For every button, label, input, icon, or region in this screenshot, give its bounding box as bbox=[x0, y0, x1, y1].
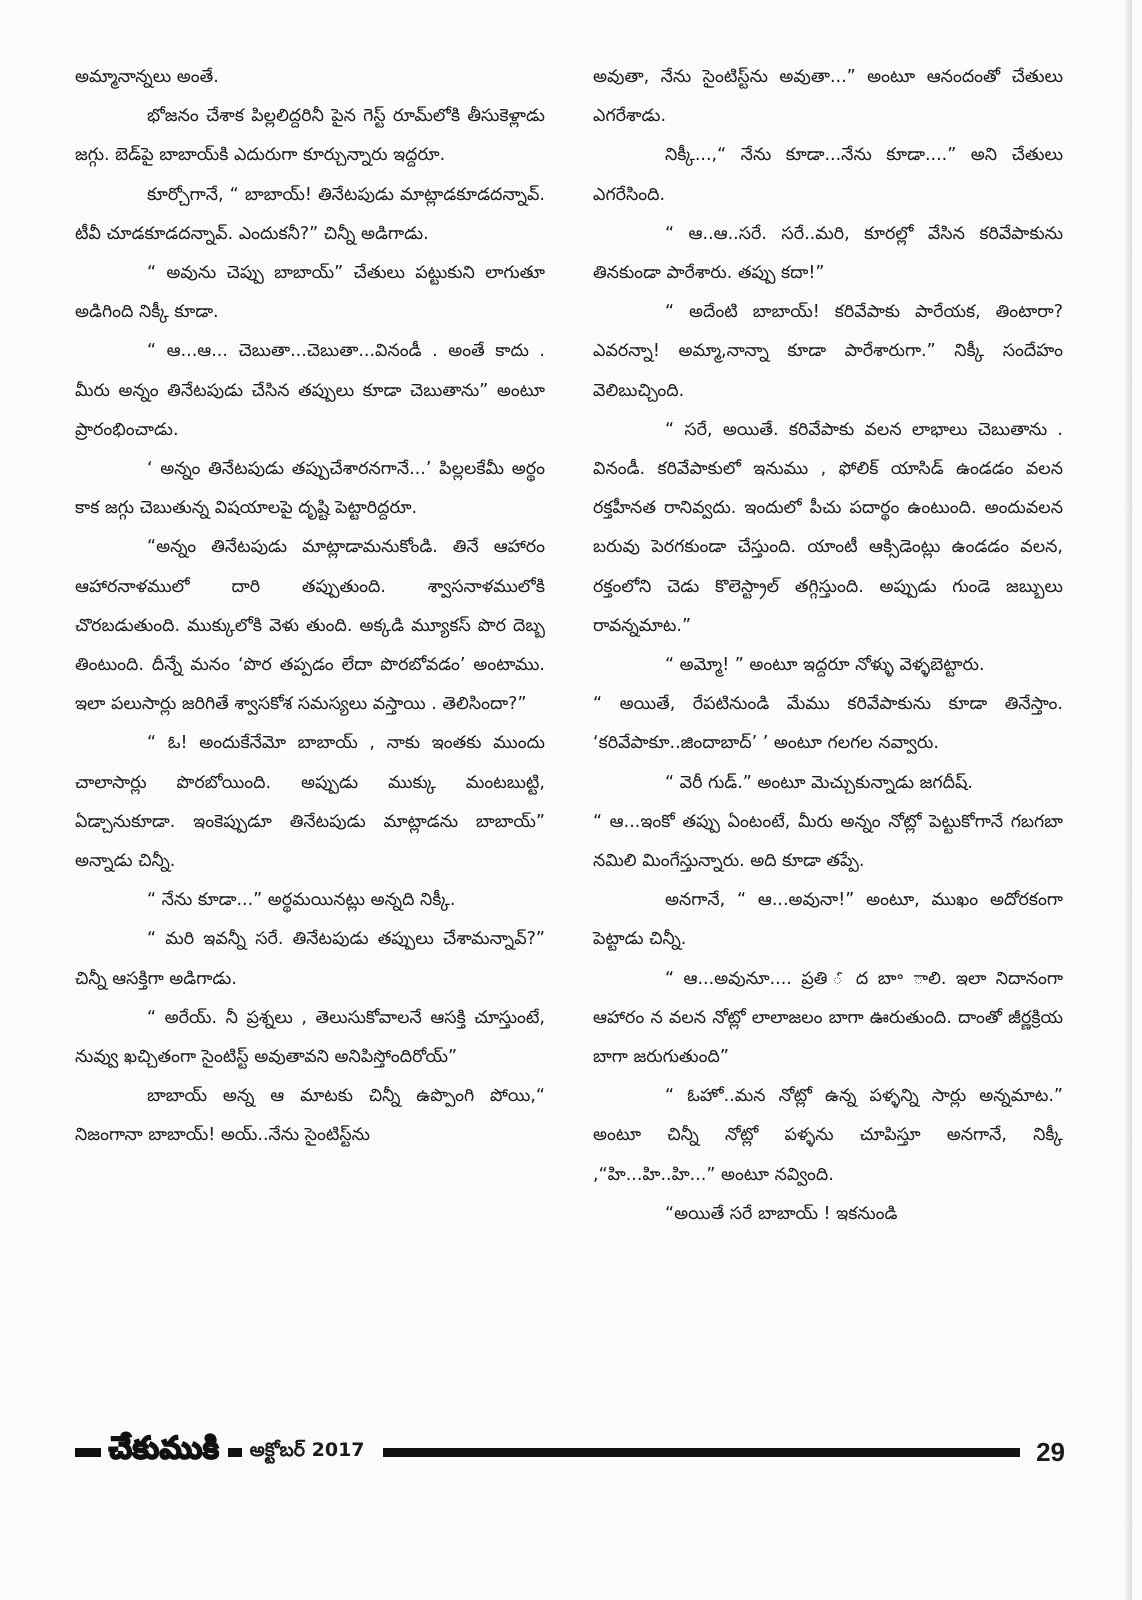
paragraph: “అన్నం తినేటపుడు మాట్లాడామనుకోండి. తినే ఆహారం ఆహారనాళములో దారి తప్పుతుంది. శ్వాసనాళములోకి చొరబడుతుంది. ముక్కులోకి వెళు తుంది. అక్కడి మ్యూకస్ పొర దెబ్బ తింటుంది. దీన్నే మనం ‘పొర తప్పడం లేదా పొరబోవడం’ అంటాము. ఇలా పలుసార్లు జరిగితే శ్వాసకోశ సమస్యలు వస్తాయి . తెలిసిందా?” bbox=[75, 537, 545, 715]
paragraph: భోజనం చేశాక పిల్లలిద్దరినీ పైన గెస్ట్ రూమ్‌లోకి తీసుకెళ్లాడు జగ్గు. బెడ్‌పై బాబాయ్‌కి ఎదురుగా కూర్చున్నారు ఇద్దరూ. bbox=[75, 106, 545, 166]
paragraph: “ ఓహో..మన నోట్లో ఉన్న పళ్ళన్ని సార్లు అన్నమాట.” అంటూ చిన్నీ నోట్లో పళ్ళను చూపిస్తూ అనగానే, నిక్కీ ,“హి...హి..హి...” అంటూ నవ్వింది. bbox=[593, 1086, 1063, 1185]
paragraph: “అయితే సరే బాబాయ్ ! ఇకనుండి bbox=[665, 1203, 898, 1224]
page-edge-shadow bbox=[1124, 0, 1132, 1600]
paragraph: “ ఆ...అవునూ.... ప్రతి ౕ ద బా॰ ాలి. ఇలా నిదానంగా ఆహారం న వలన నోట్లో లాలాజలం బాగా ఊరుతుంది. దాంతో జీర్ణక్రియ బాగా జరుగుతుంది” bbox=[593, 968, 1063, 1068]
paragraph: “ అదేంటి బాబాయ్! కరివేపాకు పారేయక, తింటారా? ఎవరన్నా! అమ్మా,నాన్నా కూడా పారేశారుగా.” నిక్కీ సందేహం వెలిబుచ్చింది. bbox=[593, 302, 1063, 401]
paragraph: “ నేను కూడా...” అర్థమయినట్లు అన్నది నిక్కీ. bbox=[147, 890, 456, 911]
paragraph: “ మరి ఇవన్నీ సరే. తినేటపుడు తప్పులు చేశామన్నావ్?” చిన్నీ ఆసక్తిగా అడిగాడు. bbox=[75, 929, 545, 989]
paragraph: ‘ అన్నం తినేటపుడు తప్పుచేశారనగానే...’ పిల్లలకేమీ అర్థం కాక జగ్గు చెబుతున్న విషయాలపై దృష్టి పెట్టారిద్దరూ. bbox=[75, 459, 545, 519]
paragraph: “ ఆ..ఆ..సరే. సరే..మరి, కూరల్లో వేసిన కరివేపాకును తినకుండా పారేశారు. తప్పు కదా!” bbox=[593, 223, 1063, 284]
paragraph: “ సరే, అయితే. కరివేపాకు వలన లాభాలు చెబుతాను . వినండీ. కరివేపాకులో ఇనుము , ఫోలిక్ యాసిడ్ ఉండడం వలన రక్తహీనత రానివ్వదు. ఇందులో పీచు పదార్థం ఉంటుంది. అందువలన బరువు పెరగకుండా చేస్తుంది. యాంటీ ఆక్సిడెంట్లు ఉండడం వలన, రక్తంలోని చెడు కొలెస్ట్రాల్ తగ్గిస్తుంది. అప్పుడు గుండె జబ్బులు రావన్నమాట.” bbox=[593, 419, 1063, 636]
footer-rule-mid bbox=[228, 1448, 242, 1457]
paragraph: అమ్మానాన్నలు అంతే. bbox=[75, 67, 219, 87]
page-footer bbox=[75, 1432, 1065, 1472]
paragraph: “ ఆ...ఇంకో తప్పు ఏంటంటే, మీరు అన్నం నోట్లో పెట్టుకోగానే గబగబా నమిలి మింగేస్తున్నారు. అది కూడా తప్పే. bbox=[593, 811, 1063, 872]
paragraph: అవుతా, నేను సైంటిస్ట్‌ను అవుతా...” అంటూ ఆనందంతో చేతులు ఎగరేశాడు. bbox=[593, 67, 1063, 127]
magazine-logo: చేకుముకి bbox=[109, 1431, 220, 1466]
footer-rule-left bbox=[75, 1448, 101, 1457]
paragraph: “ అవును చెప్పు బాబాయ్” చేతులు పట్టుకుని లాగుతూ అడిగింది నిక్కీ కూడా. bbox=[75, 263, 545, 323]
left-column bbox=[75, 58, 545, 1156]
paragraph: “ అరేయ్. నీ ప్రశ్నలు , తెలుసుకోవాలనే ఆసక్తి చూస్తుంటే, నువ్వు ఖచ్చితంగా సైంటిస్ట్ అవుతావని అనిపిస్తోందిరోయ్” bbox=[75, 1007, 545, 1068]
paragraph: నిక్కీ...,“ నేను కూడా...నేను కూడా....” అని చేతులు ఎగరేసింది. bbox=[593, 145, 1063, 205]
paragraph: “ ఆ...ఆ... చెబుతా...చెబుతా...వినండీ . అంతే కాదు . మీరు అన్నం తినేటపుడు చేసిన తప్పులు కూడా చెబుతాను” అంటూ ప్రారంభించాడు. bbox=[75, 341, 545, 440]
paragraph: అనగానే, “ ఆ...అవునా!” అంటూ, ముఖం అదోరకంగా పెట్టాడు చిన్నీ. bbox=[593, 890, 1063, 950]
paragraph: బాబాయ్ అన్న ఆ మాటకు చిన్నీ ఉప్పొంగి పోయి,“ నిజంగానా బాబాయ్! అయ్..నేను సైంటిస్ట్‌ను bbox=[75, 1086, 545, 1146]
issue-date: అక్టోబర్ 2017 bbox=[249, 1438, 365, 1461]
paragraph: “ ఓ! అందుకేనేమో బాబాయ్ , నాకు ఇంతకు ముందు చాలాసార్లు పొరబోయింది. అప్పుడు ముక్కు మంటబుట్టి, ఏడ్చానుకూడా. ఇంకెప్పుడూ తినేటపుడు మాట్లాడను బాబాయ్” అన్నాడు చిన్నీ. bbox=[75, 733, 545, 872]
page-number: 29 bbox=[1036, 1436, 1065, 1467]
right-column bbox=[593, 58, 1063, 1234]
paragraph: “ వెరీ గుడ్.” అంటూ మెచ్చుకున్నాడు జగదీష్. bbox=[665, 772, 973, 793]
paragraph: కూర్చోగానే, “ బాబాయ్! తినేటపుడు మాట్లాడకూడదన్నావ్. టీవీ చూడకూడదన్నావ్. ఎందుకనీ?” చిన్నీ అడిగాడు. bbox=[75, 184, 545, 244]
footer-rule-long bbox=[383, 1448, 1021, 1457]
paragraph: “ అయితే, రేపటినుండి మేము కరివేపాకును కూడా తినేస్తాం. ‘కరివేపాకూ..జిందాబాద్’ ’ అంటూ గలగల నవ్వారు. bbox=[593, 694, 1063, 754]
paragraph: “ అమ్మో! ” అంటూ ఇద్దరూ నోళ్ళు వెళ్ళబెట్టారు. bbox=[665, 655, 985, 676]
